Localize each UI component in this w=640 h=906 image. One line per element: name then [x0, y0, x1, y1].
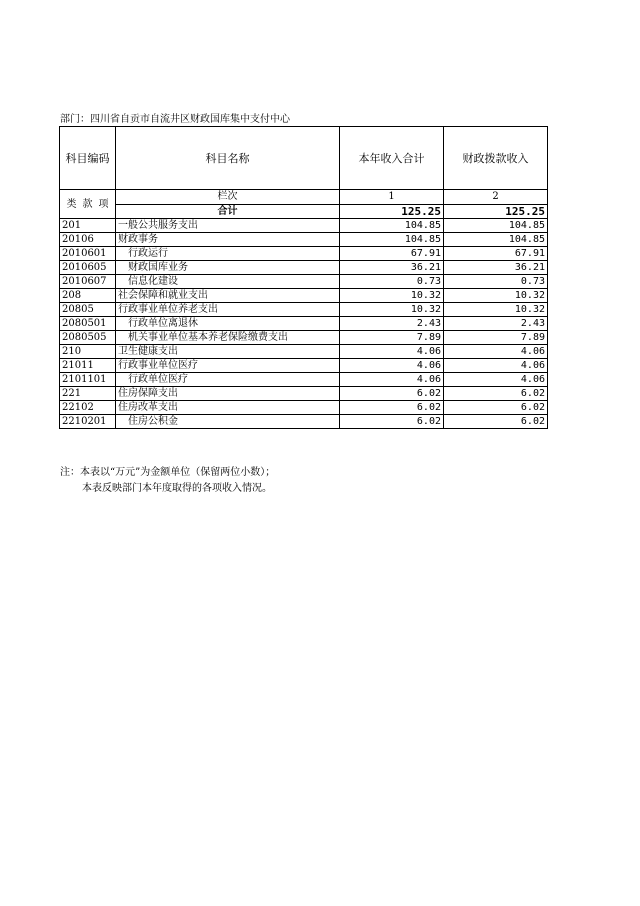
- lanci-label: 栏次: [116, 190, 340, 205]
- note-line-2: 本表反映部门本年度取得的各项收入情况。: [82, 483, 272, 494]
- row-name: 财政国库业务: [116, 261, 340, 275]
- row-col2: 4.06: [444, 345, 548, 359]
- row-col2: 67.91: [444, 247, 548, 261]
- row-code: 2210201: [60, 415, 116, 429]
- row-code: 201: [60, 219, 116, 233]
- row-code: 2080501: [60, 317, 116, 331]
- row-code: 20106: [60, 233, 116, 247]
- table-row: [60, 289, 548, 303]
- row-col1: 6.02: [340, 415, 444, 429]
- row-name: 行政运行: [116, 247, 340, 261]
- row-name: 一般公共服务支出: [116, 219, 340, 233]
- row-name: 行政事业单位养老支出: [116, 303, 340, 317]
- row-name: 卫生健康支出: [116, 345, 340, 359]
- row-col1: 10.32: [340, 303, 444, 317]
- row-col1: 4.06: [340, 359, 444, 373]
- row-name: 财政事务: [116, 233, 340, 247]
- row-code: 2101101: [60, 373, 116, 387]
- row-col2: 4.06: [444, 359, 548, 373]
- table-row: [60, 219, 548, 233]
- row-code: 21011: [60, 359, 116, 373]
- income-table: [59, 126, 548, 429]
- lanci-2: 2: [444, 190, 548, 205]
- table-row: [60, 261, 548, 275]
- department-label: 部门：四川省自贡市自流井区财政国库集中支付中心: [60, 114, 290, 125]
- row-name: 住房保障支出: [116, 387, 340, 401]
- row-col1: 6.02: [340, 387, 444, 401]
- table-row: [60, 401, 548, 415]
- row-code: 208: [60, 289, 116, 303]
- row-name: 信息化建设: [116, 275, 340, 289]
- row-name: 行政事业单位医疗: [116, 359, 340, 373]
- row-col1: 10.32: [340, 289, 444, 303]
- row-col2: 6.02: [444, 401, 548, 415]
- row-col2: 104.85: [444, 219, 548, 233]
- row-code: 2010605: [60, 261, 116, 275]
- note-line-1: 注：本表以“万元”为金额单位（保留两位小数）；: [60, 467, 276, 478]
- row-col1: 6.02: [340, 401, 444, 415]
- table-row: [60, 345, 548, 359]
- table-row: [60, 233, 548, 247]
- row-col1: 104.85: [340, 219, 444, 233]
- row-name: 机关事业单位基本养老保险缴费支出: [116, 331, 340, 345]
- row-col2: 10.32: [444, 303, 548, 317]
- row-name: 行政单位医疗: [116, 373, 340, 387]
- table-row: [60, 331, 548, 345]
- row-col2: 10.32: [444, 289, 548, 303]
- row-col2: 6.02: [444, 415, 548, 429]
- lanci-row: [60, 190, 548, 205]
- row-col1: 0.73: [340, 275, 444, 289]
- header-lei: 类: [66, 198, 77, 210]
- table-row: [60, 373, 548, 387]
- row-col1: 7.89: [340, 331, 444, 345]
- row-col1: 2.43: [340, 317, 444, 331]
- row-col2: 0.73: [444, 275, 548, 289]
- total-col2: 125.25: [444, 204, 548, 219]
- header-kuan: 款: [82, 198, 93, 210]
- header-xiang: 项: [98, 198, 109, 210]
- row-col2: 2.43: [444, 317, 548, 331]
- row-code: 22102: [60, 401, 116, 415]
- row-code: 221: [60, 387, 116, 401]
- table-row: [60, 303, 548, 317]
- row-code: 2010607: [60, 275, 116, 289]
- header-name: 科目名称: [116, 127, 340, 190]
- table-row: [60, 387, 548, 401]
- row-name: 行政单位离退休: [116, 317, 340, 331]
- row-col1: 67.91: [340, 247, 444, 261]
- row-col2: 104.85: [444, 233, 548, 247]
- category-subheader: [60, 190, 116, 219]
- table-row: [60, 317, 548, 331]
- row-name: 社会保障和就业支出: [116, 289, 340, 303]
- row-col2: 36.21: [444, 261, 548, 275]
- row-code: 210: [60, 345, 116, 359]
- header-code: 科目编码: [60, 127, 116, 190]
- row-col2: 7.89: [444, 331, 548, 345]
- footnotes: [60, 465, 275, 497]
- total-label: 合计: [116, 204, 340, 219]
- row-col1: 104.85: [340, 233, 444, 247]
- table-body: [60, 127, 548, 429]
- row-name: 住房公积金: [116, 415, 340, 429]
- row-col1: 4.06: [340, 345, 444, 359]
- table-row: [60, 415, 548, 429]
- header-col1: 本年收入合计: [340, 127, 444, 190]
- row-col2: 6.02: [444, 387, 548, 401]
- row-code: 2080505: [60, 331, 116, 345]
- header-col2: 财政拨款收入: [444, 127, 548, 190]
- row-col2: 4.06: [444, 373, 548, 387]
- row-col1: 4.06: [340, 373, 444, 387]
- total-row: [60, 204, 548, 219]
- lanci-1: 1: [340, 190, 444, 205]
- table-row: [60, 275, 548, 289]
- total-col1: 125.25: [340, 204, 444, 219]
- row-code: 2010601: [60, 247, 116, 261]
- table-row: [60, 359, 548, 373]
- row-name: 住房改革支出: [116, 401, 340, 415]
- row-code: 20805: [60, 303, 116, 317]
- table-row: [60, 247, 548, 261]
- header-row: [60, 127, 548, 190]
- row-col1: 36.21: [340, 261, 444, 275]
